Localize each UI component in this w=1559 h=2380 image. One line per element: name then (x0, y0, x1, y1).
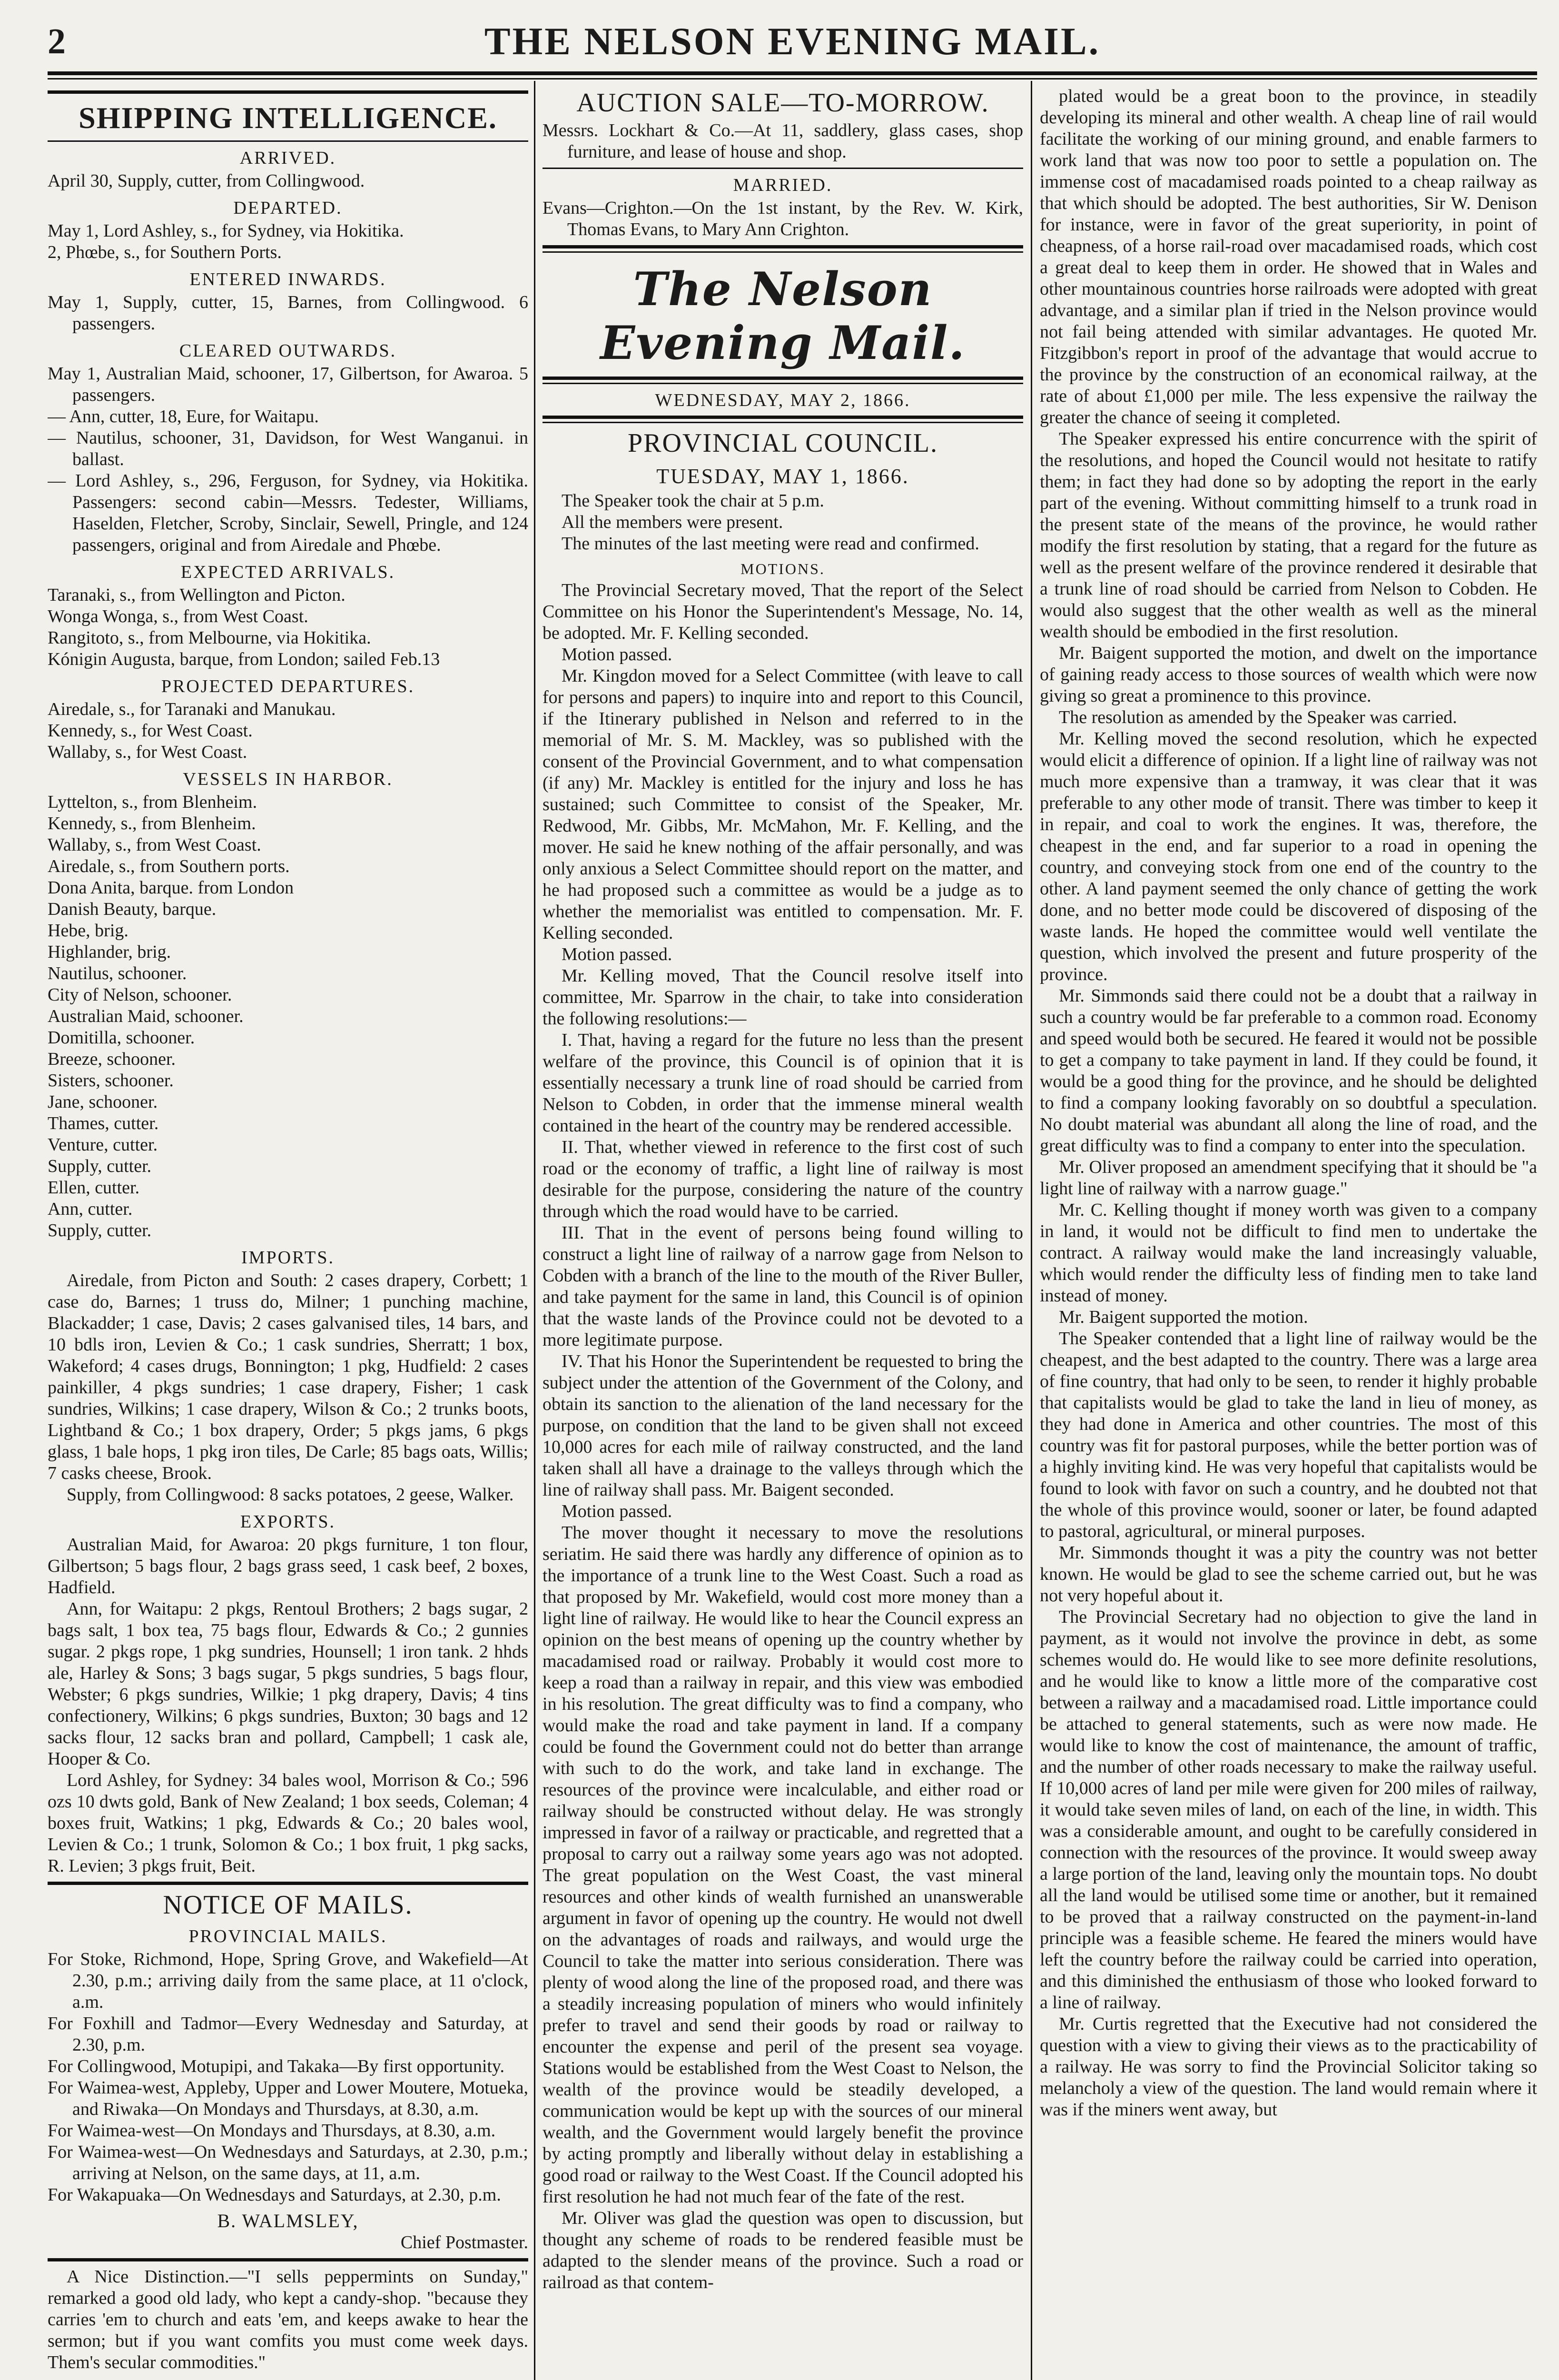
expected-item: Rangitoto, s., from Melbourne, via Hokitika. (48, 628, 371, 648)
council-paragraph: The Provincial Secretary moved, That the report of the Select Committee on his Honor the Superintendent's Message, No. 14, be adopted. Mr. F. Kelling seconded. (543, 580, 1023, 643)
arrived-list (48, 170, 528, 192)
opening-line: The minutes of the last meeting were read and confirmed. (562, 534, 979, 554)
harbor-item: Thames, cutter. (48, 1113, 159, 1133)
departed-heading: DEPARTED. (233, 198, 343, 218)
mail-item: For Stoke, Richmond, Hope, Spring Grove, and Wakefield—At 2.30, p.m.; arriving daily from the same place, at 11 o'clock, a.m. (48, 1949, 528, 2012)
departed-item: May 1, Lord Ashley, s., for Sydney, via Hokitika. (48, 221, 404, 241)
harbor-item: Nautilus, schooner. (48, 963, 187, 983)
council-paragraph: The resolution as amended by the Speaker was carried. (1059, 707, 1457, 727)
council-paragraph: Mr. Oliver was glad the question was open to discussion, but thought any scheme of roads to be rendered feasible must be adapted to the slender means of the province. Such a road or railroad as that contem- (543, 2208, 1023, 2292)
masthead (48, 14, 1537, 71)
council-paragraph: Mr. Curtis regretted that the Executive had not considered the question with a view to giving their views as to the practicability of a railway. He was sorry to find the Provincial Solicitor taking so melancholy a view of the question. The land would remain where it was if the miners went away, but (1040, 2014, 1537, 2120)
mails-heading: NOTICE OF MAILS. (163, 1890, 413, 1920)
arrived-item: April 30, Supply, cutter, from Collingwood. (48, 171, 365, 191)
section-rule (48, 1882, 528, 1885)
column-2 (543, 86, 1023, 2380)
council-paragraph: Mr. Simmonds said there could not be a doubt that a railway in such a country would be far preferable to a common road. Economy and speed would both be secured. He feared it would not be possible to get a company to take payment in land. If they could be found, it would be a good thing for the province, and he should be delighted to find a company looking favorably on so doubtful a speculation. No doubt material was abundant all along the line of road, and the great difficulty was to find a company to enter into the speculation. (1040, 986, 1537, 1156)
council-paragraph: Motion passed. (562, 645, 672, 664)
council-paragraph: The Speaker expressed his entire concurrence with the spirit of the resolutions, and hoped the Council would not hesitate to ratify them; in fact they had done so by adopting the report in the early part of the evening. Without committing himself to a trunk road in the present state of the means of the province, he would rather modify the first resolution by stating, that a regard for the future as well as the present welfare of the province rendered it desirable that a trunk line of road should be carried from Nelson to Cobden. He would also suggest that the other wealth as well as the mineral wealth should be embodied in the first resolution. (1040, 429, 1537, 642)
harbor-item: Australian Maid, schooner. (48, 1006, 244, 1026)
council-paragraph: Mr. Baigent supported the motion. (1059, 1307, 1308, 1327)
entered-item: May 1, Supply, cutter, 15, Barnes, from Collingwood. 6 passengers. (48, 292, 528, 334)
section-rule (543, 168, 1023, 169)
harbor-item: Supply, cutter. (48, 1156, 152, 1176)
council-column-3 (1040, 86, 1537, 2121)
exports-heading: EXPORTS. (240, 1512, 336, 1532)
council-paragraph: I. That, having a regard for the future no less than the present welfare of the province, this Council is of opinion that it is essentially necessary a trunk line of road should be carried from Nelson to Cobden, in order that the immense mineral wealth contained in the heart of the country may be rendered accessible. (543, 1030, 1023, 1136)
paper-date: WEDNESDAY, MAY 2, 1866. (655, 390, 911, 410)
harbor-item: Lyttelton, s., from Blenheim. (48, 792, 257, 812)
harbor-item: Breeze, schooner. (48, 1049, 176, 1069)
council-date: TUESDAY, MAY 1, 1866. (656, 465, 909, 488)
projected-item: Wallaby, s., for West Coast. (48, 742, 247, 762)
council-paragraph: Mr. Oliver proposed an amendment specifying that it should be "a light line of railway with a narrow guage." (1040, 1157, 1537, 1199)
mail-item: For Waimea-west—On Wednesdays and Saturdays, at 2.30, p.m.; arriving at Nelson, on the same days, at 11, a.m. (48, 2142, 528, 2183)
harbor-item: Dona Anita, barque. from London (48, 878, 294, 898)
masthead-rule (48, 71, 1537, 75)
column-1 (48, 86, 528, 2380)
council-paragraph: Mr. Baigent supported the motion, and dwelt on the importance of gaining ready access to those sources of wealth which were now giving so great a prominence to this province. (1040, 643, 1537, 706)
mail-item: For Waimea-west—On Mondays and Thursdays, at 8.30, a.m. (48, 2121, 496, 2141)
newspaper-title: THE NELSON EVENING MAIL. (484, 20, 1101, 63)
mail-item: For Wakapuaka—On Wednesdays and Saturdays, at 2.30, p.m. (48, 2185, 501, 2205)
harbor-item: Jane, schooner. (48, 1092, 158, 1112)
cleared-item: May 1, Australian Maid, schooner, 17, Gilbertson, for Awaroa. 5 passengers. (48, 364, 528, 405)
section-rule (48, 2258, 528, 2261)
flag-rule-top (543, 245, 1023, 253)
harbor-item: Hebe, brig. (48, 921, 128, 941)
mails-list (48, 1949, 528, 2206)
council-paragraph: The Speaker contended that a light line of railway would be the cheapest, and the best adapted to the country. There was a large area of fine country, that had only to be seen, to render it highly probable that capitalists would be glad to take the land in lieu of money, as they had done in America and other countries. The most of this country was fit for pastoral purposes, while the better portion was of a highly inviting kind. He was very hopeful that capitalists would be found to look with favor on such a country, and he doubted not that the whole of this province would, sooner or later, be found adapted to pastoral, agricultural, or mineral purposes. (1040, 1329, 1537, 1541)
mail-item: For Foxhill and Tadmor—Every Wednesday and Saturday, at 2.30, p.m. (48, 2013, 528, 2055)
council-paragraph: Motion passed. (562, 944, 672, 964)
married-text: Evans—Crighton.—On the 1st instant, by the Rev. W. Kirk, Thomas Evans, to Mary Ann Crighton. (543, 198, 1023, 239)
projected-list (48, 699, 528, 763)
harbor-item: Wallaby, s., from West Coast. (48, 835, 261, 855)
council-paragraph: Motion passed. (562, 1501, 672, 1521)
imports-heading: IMPORTS. (241, 1248, 335, 1268)
auction-text: Messrs. Lockhart & Co.—At 11, saddlery, glass cases, shop furniture, and lease of house and shop. (543, 120, 1023, 162)
mails-subheading: PROVINCIAL MAILS. (188, 1926, 387, 1946)
imports-item: Supply, from Collingwood: 8 sacks potatoes, 2 geese, Walker. (67, 1485, 514, 1505)
projected-heading: PROJECTED DEPARTURES. (161, 676, 415, 696)
paper-flag-title: The Nelson Evening Mail. (600, 262, 966, 370)
harbor-item: City of Nelson, schooner. (48, 985, 232, 1005)
council-paragraph: plated would be a great boon to the province, in steadily developing its mineral and other wealth. A cheap line of rail would facilitate the working of our mining ground, and enable farmers to work land that was now too poor to settle a population on. The immense cost of macadamised roads pointed to a cheap railway as that which should be adopted. The best authorities, Sir W. Denison for instance, were in favor of the great superiority, in point of cheapness, of a horse rail-road over macadamised roads, which cost a great deal to keep them in order. He showed that in Wales and other mountainous countries horse railroads were adopted with great advantage, and a similar plan if tried in the Nelson province would not fail being attended with similar advantages. He quoted Mr. Fitzgibbon's report in proof of the advantage that would accrue to the province by the construction of an economical railway, at the rate of about £1,000 per mile. The less expensive the railway the greater the chance of seeing it completed. (1040, 86, 1537, 427)
motions-heading: MOTIONS. (740, 560, 825, 577)
nice-distinction-paragraph: A Nice Distinction.—"I sells peppermints on Sunday," remarked a good old lady, who kept a candy-shop. "because they carries 'em to church and eats 'em, and keeps awake to hear the sermon; but if you want comfits you must come week days. Them's secular commodities." (48, 2267, 528, 2372)
postmaster-name: B. WALMSLEY, (217, 2210, 359, 2231)
section-rule (48, 90, 528, 94)
shipping-heading: SHIPPING INTELLIGENCE. (79, 101, 497, 135)
departed-item: 2, Phœbe, s., for Southern Ports. (48, 242, 282, 262)
expected-list (48, 585, 528, 670)
council-opening (543, 490, 1023, 555)
harbor-item: Venture, cutter. (48, 1135, 158, 1155)
cleared-item: — Lord Ashley, s., 296, Ferguson, for Sydney, via Hokitika. Passengers: second cabin—Messrs. Tedester, Williams, Haselden, Fletcher, Scroby, Sinclair, Sewell, Pringle, and 124 passengers, original and from Airedale and Phœbe. (48, 471, 528, 555)
projected-item: Airedale, s., for Taranaki and Manukau. (48, 699, 336, 719)
harbor-item: Kennedy, s., from Blenheim. (48, 813, 256, 833)
harbor-heading: VESSELS IN HARBOR. (183, 769, 393, 789)
harbor-list (48, 792, 528, 1241)
exports-item: Ann, for Waitapu: 2 pkgs, Rentoul Brothers; 2 bags sugar, 2 bags salt, 1 box tea, 75 bags flour, Edwards & Co.; 2 gunnies sugar. 2 pkgs rope, 1 pkg sundries, Hounsell; 1 iron tank. 2 hhds ale, Harley & Sons; 3 bags sugar, 5 pkgs sundries, 5 bags flour, Webster; 6 pkgs sundries, Wilkie; 1 pkg drapery, Davis; 4 tins confectionery, Wilkins; 6 pkgs sundries, Buxton; 30 bags and 12 sacks flour, 12 sacks bran and pollard, Campbell; 1 cask ale, Hooper & Co. (48, 1599, 528, 1769)
postmaster-title: Chief Postmaster. (400, 2232, 528, 2252)
entered-heading: ENTERED INWARDS. (189, 269, 386, 289)
council-paragraph: Mr. Simmonds thought it was a pity the country was not better known. He would be glad to see the scheme carried out, but he was not very hopeful about it. (1040, 1543, 1537, 1606)
council-paragraph: III. That in the event of persons being found willing to construct a light line of railway of a narrow gage from Nelson to Cobden with a branch of the line to the mouth of the River Buller, and take payment for the same in land, this Council is of opinion that the waste lands of the Province could not be devoted to a more legitimate purpose. (543, 1223, 1023, 1350)
exports-item: Lord Ashley, for Sydney: 34 bales wool, Morrison & Co.; 596 ozs 10 dwts gold, Bank of New Zealand; 1 box seeds, Coleman; 4 boxes fruit, Watkins; 1 pkg, Edwards & Co.; 20 bales wool, Levien & Co.; 1 trunk, Solomon & Co.; 1 box fruit, 1 pkg sacks, R. Levien; 3 pkgs fruit, Beit. (48, 1770, 528, 1876)
exports-item: Australian Maid, for Awaroa: 20 pkgs furniture, 1 ton flour, Gilbertson; 5 bags flour, 2 bags grass seed, 1 cask beef, 2 boxes, Hadfield. (48, 1535, 528, 1597)
harbor-item: Sisters, schooner. (48, 1071, 174, 1091)
page-number: 2 (48, 21, 66, 61)
mail-item: For Waimea-west, Appleby, Upper and Lower Moutere, Motueka, and Riwaka—On Mondays and Thursdays, at 8.30, a.m. (48, 2078, 528, 2119)
auction-heading: AUCTION SALE—TO-MORROW. (576, 88, 989, 118)
council-paragraph: Mr. Kingdon moved for a Select Committee (with leave to call for persons and papers) to inquire into and report to this Council, if the Itinerary published in Nelson and referred to in the memorial of Mr. S. M. Mackley, was so published with the consent of the Provincial Government, and to what compensation (if any) Mr. Mackley is entitled for the injury and loss he has sustained; such Committee to consist of the Speaker, Mr. Redwood, Mr. Gibbs, Mr. McMahon, Mr. F. Kelling, and the mover. He said he knew nothing of the affair personally, and was only anxious a Select Committee should report on the matter, and he had proposed such a committee as would be a judge as to whether the memorialist was entitled to compensation. Mr. F. Kelling seconded. (543, 666, 1023, 943)
mail-item: For Collingwood, Motupipi, and Takaka—By first opportunity. (48, 2056, 504, 2076)
council-paragraph: II. That, whether viewed in reference to the first cost of such road or the economy of traffic, a light line of railway is most desirable for the purpose, considering the nature of the country through which the road would have to be carried. (543, 1137, 1023, 1221)
harbor-item: Danish Beauty, barque. (48, 899, 217, 919)
cleared-item: — Nautilus, schooner, 31, Davidson, for West Wanganui. in ballast. (48, 428, 528, 469)
expected-heading: EXPECTED ARRIVALS. (180, 562, 395, 582)
council-column-2 (543, 580, 1023, 2293)
council-paragraph: Mr. Kelling moved the second resolution, which he expected would elicit a difference of opinion. If a light line of railway was not much more expensive than a tramway, it was clear that it was preferable to any other mode of transit. There was timber to keep it in repair, and coal to work the engines. It was, therefore, the cheapest in the end, and far superior to a road in opening the country, and conveying stock from one end of the country to the other. A land payment seemed the only chance of getting the work done, and no better mode could be discovered of disposing of the waste lands. He hoped the committee would well ventilate the question, which involved the present and future prosperity of the province. (1040, 729, 1537, 984)
expected-item: Wonga Wonga, s., from West Coast. (48, 606, 308, 626)
cleared-list (48, 363, 528, 556)
expected-item: Taranaki, s., from Wellington and Picton. (48, 585, 345, 605)
opening-line: All the members were present. (562, 512, 783, 532)
harbor-item: Highlander, brig. (48, 942, 171, 962)
council-paragraph: The mover thought it necessary to move the resolutions seriatim. He said there was hardly any difference of opinion as to the importance of a trunk line to the West Coast. Such a road as that proposed by Mr. Wakefield, would cost more money than a light line of railway. He would like to hear the Council express an opinion on the best means of opening up the country whether by macadamised road or railway. Probably it would cost more to keep a road than a railway in repair, and this view was embodied in his resolution. The great difficulty was to find a company, who would make the road and take payment in land. If a company could be found the Government could not do better than arrange with such to do the work, and take land in exchange. The resources of the province were incalculable, and either road or railway should be constructed without delay. He was strongly impressed in favor of a railway or practicable, and regretted that a proposal to carry out a railway some years ago was not adopted. The great population on the West Coast, the vast mineral resources and other kinds of wealth furnished an unanswerable argument in favor of opening up the country. He would not dwell on the advantages of roads and railways, and would urge the Council to take the matter into serious consideration. There was plenty of wood along the line of the proposed road, and there was a steadily increasing population of miners who would infinitely prefer to travel and send their goods by road or railway to encounter the expense and peril of the present sea voyage. Stations would be established from the West Coast to Nelson, the wealth of the province would be steadily developed, a communication would be kept up with the sources of our mineral wealth, and the Government would largely benefit the province by acting promptly and liberally without delay in establishing a good road or railway to the West Coast. If the Council adopted his first resolution he had not much fear of the fate of the rest. (543, 1523, 1023, 2207)
arrived-heading: ARRIVED. (239, 148, 336, 168)
column-divider (534, 81, 535, 2380)
expected-item: Kónigin Augusta, barque, from London; sailed Feb.13 (48, 649, 440, 669)
entered-list (48, 292, 528, 335)
departed-list (48, 220, 528, 263)
column-3 (1040, 86, 1537, 2380)
projected-item: Kennedy, s., for West Coast. (48, 721, 253, 741)
harbor-item: Ellen, cutter. (48, 1178, 140, 1198)
flag-rule-bottom (543, 416, 1023, 423)
harbor-item: Ann, cutter. (48, 1199, 133, 1219)
council-paragraph: IV. That his Honor the Superintendent be requested to bring the subject under the attention of the Government of the Colony, and obtain its sanction to the alienation of the land necessary for the purpose, on condition that the land to be given shall not exceed 10,000 acres for each mile of railway constructed, and the land taken shall all have a drainage to the valleys through which the line of railway shall pass. Mr. Baigent seconded. (543, 1351, 1023, 1500)
cleared-item: — Ann, cutter, 18, Eure, for Waitapu. (48, 407, 319, 426)
council-paragraph: Mr. C. Kelling thought if money worth was given to a company in land, it would not be difficult to find men to undertake the contract. A railway would make the land increasingly valuable, which would render the difficulty less of finding men to take land instead of money. (1040, 1200, 1537, 1306)
opening-line: The Speaker took the chair at 5 p.m. (562, 491, 824, 511)
married-heading: MARRIED. (733, 175, 833, 195)
harbor-item: Airedale, s., from Southern ports. (48, 856, 290, 876)
column-divider (1031, 81, 1032, 2380)
flag-rule-mid (543, 377, 1023, 384)
cleared-heading: CLEARED OUTWARDS. (179, 341, 397, 361)
section-rule (48, 140, 528, 142)
imports-item: Airedale, from Picton and South: 2 cases drapery, Corbett; 1 case do, Barnes; 1 truss do, Milner; 1 punching machine, Blackadder; 1 case, Davis; 2 cases galvanised tiles, 14 bars, and 10 bdls iron, Levien & Co.; 1 cask sundries, Sherratt; 1 box, Wakeford; 4 cases drugs, Bonnington; 1 pkg, Hudfield: 2 cases painkiller, 4 pkgs sundries; 1 case drapery, Fisher; 1 cask sundries, Wilkins; 1 case drapery, Wilson & Co.; 2 trunks boots, Lightband & Co.; 1 box drapery, Order; 5 pkgs jams, 6 pkgs glass, 1 bale hops, 1 pkg iron tiles, De Carle; 85 bags oats, Willis; 7 casks cheese, Brook. (48, 1270, 528, 1483)
exports-list (48, 1534, 528, 1877)
harbor-item: Supply, cutter. (48, 1220, 152, 1240)
masthead-rule-thin (48, 78, 1537, 79)
council-heading: PROVINCIAL COUNCIL. (628, 428, 938, 458)
council-paragraph: The Provincial Secretary had no objection to give the land in payment, as it would not involve the province in debt, as some schemes would do. He would like to see more definite resolutions, and he would like to know a little more of the comparative cost between a railway and a macadamised road. Little importance could be attached to general statements, such as were now made. He would like to know the cost of maintenance, the amount of traffic, and the number of other roads necessary to make the railway useful. If 10,000 acres of land per mile were given for 200 miles of railway, it would take seven miles of land, on each of the line, in width. This was a considerable amount, and ought to be carefully considered in connection with the resources of the province. It would sweep away a large portion of the land, leaving only the mountain tops. No doubt all the land would be utilised some time or another, but it remained to be proved that a railway constructed on the payment-in-land principle was a feasible scheme. He feared the miners would have left the country before the railway could be carried into operation, and this diminished the enthusiasm of those who looked forward to a line of railway. (1040, 1607, 1537, 2013)
imports-list (48, 1270, 528, 1506)
council-paragraph: Mr. Kelling moved, That the Council resolve itself into committee, Mr. Sparrow in the chair, to take into consideration the following resolutions:— (543, 966, 1023, 1029)
harbor-item: Domitilla, schooner. (48, 1028, 195, 1048)
